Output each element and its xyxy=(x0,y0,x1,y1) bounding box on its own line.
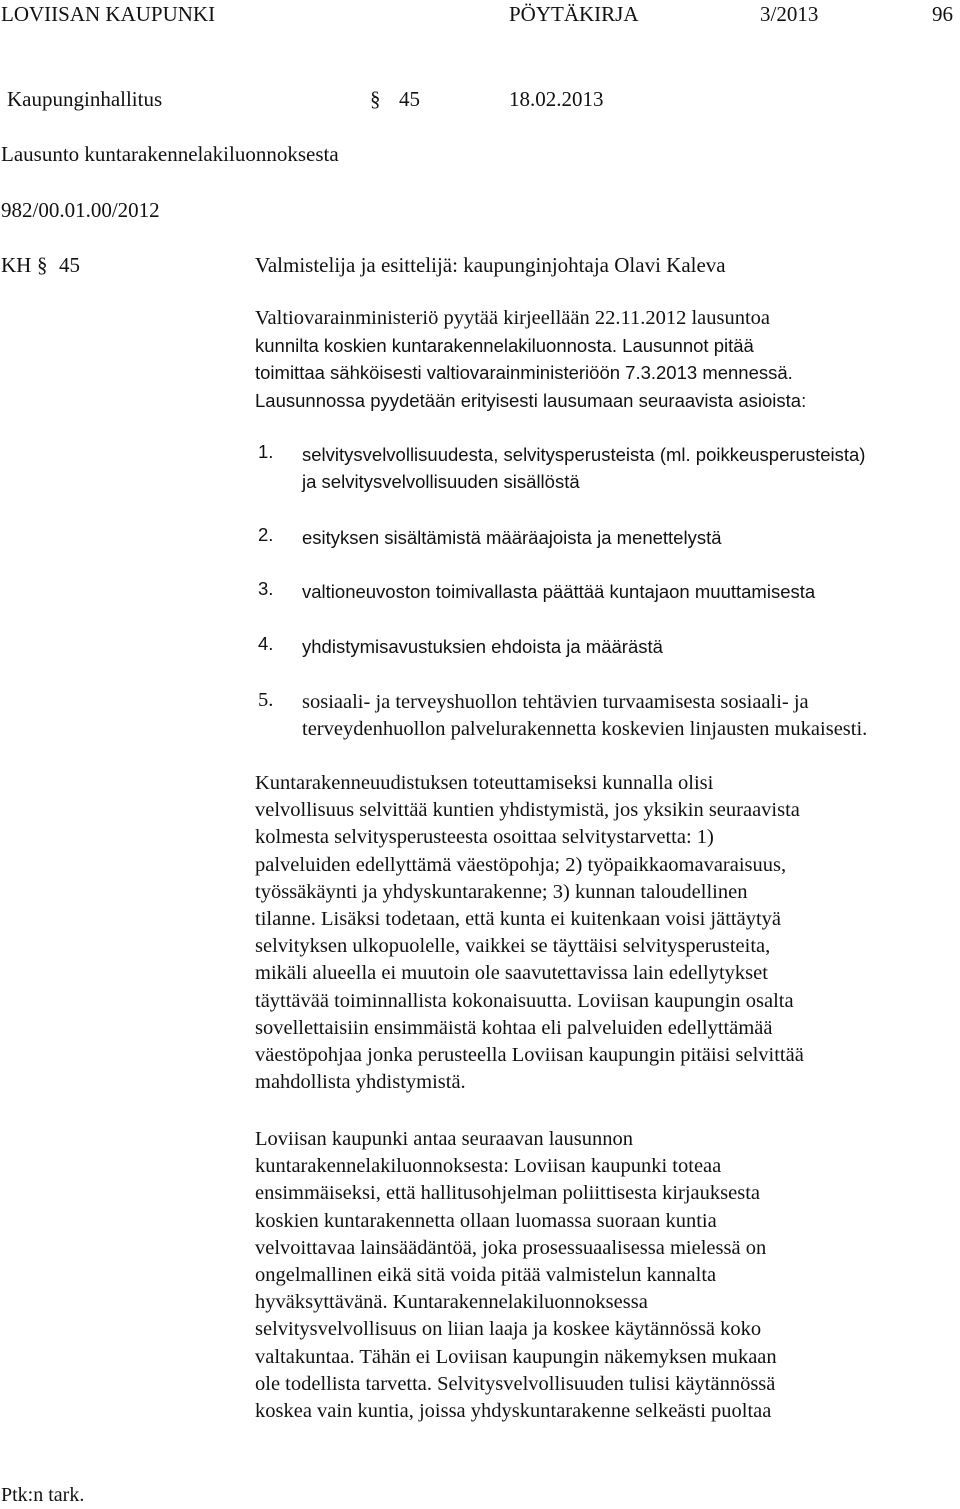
list-line: ja selvitysvelvollisuuden sisällöstä xyxy=(302,471,580,493)
paragraph-line: ensimmäiseksi, että hallitusohjelman poliittisesta kirjauksesta xyxy=(255,1182,761,1205)
document-type: PÖYTÄKIRJA xyxy=(509,2,639,26)
item-number: 45 xyxy=(59,253,80,277)
paragraph-line: selvityksen ulkopuolelle, vaikkei se täyttäisi selvitysperusteita, xyxy=(255,935,771,958)
intro-line: toimittaa sähköisesti valtiovarainministeriöön 7.3.2013 mennessä. xyxy=(255,362,793,384)
paragraph-line: hyväksyttävänä. Kuntarakennelakiluonnoksessa xyxy=(255,1291,648,1314)
item-section-symbol: § xyxy=(37,253,48,277)
paragraph-line: sovellettaisiin ensimmäistä kohtaa eli palveluiden edellyttämää xyxy=(255,1016,773,1039)
paragraph-line: ole todellista tarvetta. Selvitysvelvollisuuden tulisi käytännössä xyxy=(255,1372,776,1395)
paragraph-line: kuntarakennelakiluonnoksesta: Loviisan kaupunki toteaa xyxy=(255,1155,722,1178)
paragraph-line: valtakuntaa. Tähän ei Loviisan kaupungin näkemyksen mukaan xyxy=(255,1345,777,1368)
list-number: 2. xyxy=(258,524,274,545)
paragraph-line: koskea vain kuntia, joissa yhdyskuntarakenne selkeästi puoltaa xyxy=(255,1399,772,1422)
item-label: KH xyxy=(1,253,32,277)
intro-line: Valtiovarainministeriö pyytää kirjeellään 22.11.2012 lausuntoa xyxy=(255,307,771,329)
paragraph-line: kolmesta selvitysperusteesta osoittaa selvitystarvetta: 1) xyxy=(255,826,714,849)
list-number: 4. xyxy=(258,633,274,654)
section-symbol: § xyxy=(370,87,381,111)
statement-paragraph xyxy=(255,1126,955,1425)
meeting-date: 18.02.2013 xyxy=(509,87,604,111)
list-line: terveydenhuollon palvelurakennetta koskevien linjausten mukaisesti. xyxy=(302,718,868,741)
record-number: 982/00.01.00/2012 xyxy=(1,198,160,222)
subject-title: Lausunto kuntarakennelakiluonnoksesta xyxy=(1,142,339,166)
list-line: yhdistymisavustuksien ehdoista ja määrästä xyxy=(302,636,663,657)
body-paragraph xyxy=(255,770,955,1096)
paragraph-line: työssäkäynti ja yhdyskuntarakenne; 3) kunnan taloudellinen xyxy=(255,880,748,903)
paragraph-line: velvollisuus selvittää kuntien yhdistymistä, jos yksikin seuraavista xyxy=(255,799,800,822)
organization-name: LOVIISAN KAUPUNKI xyxy=(1,2,216,26)
document-number: 3/2013 xyxy=(760,2,819,26)
list-number: 3. xyxy=(258,578,274,599)
paragraph-line: ongelmallinen eikä sitä voida pitää valmistelun kannalta xyxy=(255,1263,717,1286)
paragraph-line: väestöpohjaa jonka perusteella Loviisan kaupungin pitäisi selvittää xyxy=(255,1043,804,1066)
list-number: 1. xyxy=(258,441,274,462)
intro-line: Lausunnossa pyydetään erityisesti lausumaan seuraavista asioista: xyxy=(255,389,807,411)
intro-paragraph xyxy=(255,305,955,414)
section-number: 45 xyxy=(399,87,420,111)
preparer-line: Valmistelija ja esittelijä: kaupunginjohtaja Olavi Kaleva xyxy=(255,253,726,277)
paragraph-line: täyttävää toiminnallista kokonaisuutta. Loviisan kaupungin osalta xyxy=(255,989,794,1012)
intro-line: kunnilta koskien kuntarakennelakiluonnosta. Lausunnot pitää xyxy=(255,335,754,357)
list-line: valtioneuvoston toimivallasta päättää kuntajaon muuttamisesta xyxy=(302,581,816,602)
list-line: selvitysvelvollisuudesta, selvitysperusteista (ml. poikkeusperusteista) xyxy=(302,444,866,465)
list-line: sosiaali- ja terveyshuollon tehtävien turvaamisesta sosiaali- ja xyxy=(302,691,809,713)
paragraph-line: mikäli alueella ei muutoin ole saavutettavissa lain edellytykset xyxy=(255,962,768,985)
minutes-checker-label: Ptk:n tark. xyxy=(1,1484,85,1506)
paragraph-line: selvitysvelvollisuus on liian laaja ja koskee käytännössä koko xyxy=(255,1318,762,1341)
paragraph-line: koskien kuntarakennetta ollaan luomassa suoraan kuntia xyxy=(255,1209,717,1232)
paragraph-line: velvoittavaa lainsäädäntöä, joka prosessuaalisessa mielessä on xyxy=(255,1236,767,1259)
paragraph-line: Kuntarakenneuudistuksen toteuttamiseksi kunnalla olisi xyxy=(255,772,714,794)
meeting-body: Kaupunginhallitus xyxy=(7,87,163,111)
paragraph-line: mahdollista yhdistymistä. xyxy=(255,1071,466,1094)
list-number: 5. xyxy=(258,689,274,711)
paragraph-line: tilanne. Lisäksi todetaan, että kunta ei kuitenkaan voisi jättäytyä xyxy=(255,907,782,930)
list-line: esityksen sisältämistä määräajoista ja menettelystä xyxy=(302,527,722,548)
paragraph-line: palveluiden edellyttämä väestöpohja; 2) työpaikkaomavaraisuus, xyxy=(255,853,787,876)
page-number: 96 xyxy=(932,2,953,26)
paragraph-line: Loviisan kaupunki antaa seuraavan lausunnon xyxy=(255,1128,633,1150)
